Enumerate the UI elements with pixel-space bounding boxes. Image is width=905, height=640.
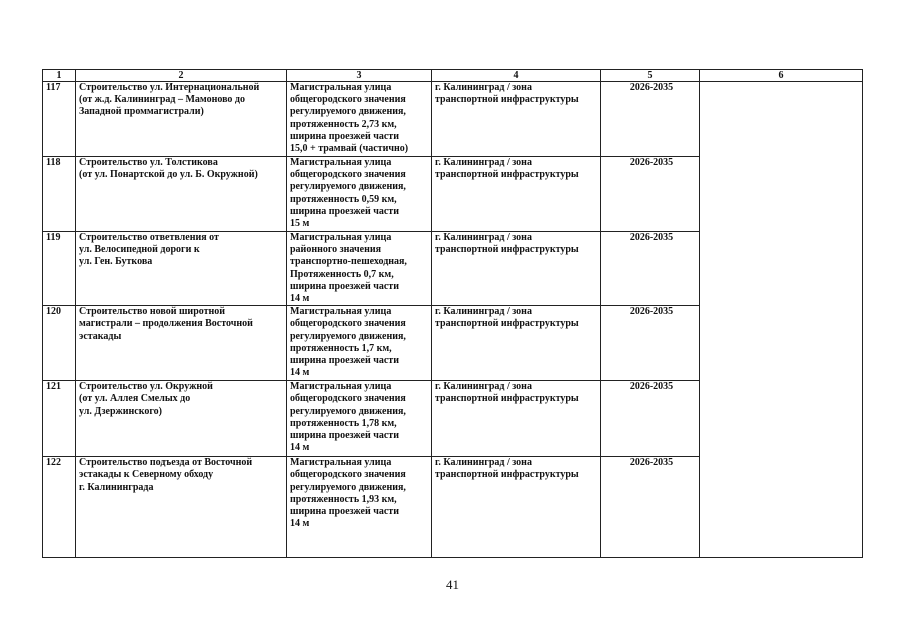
project-name-line: (от ул. Аллея Смелых до	[79, 393, 191, 405]
project-location-line: г. Калининград / зона	[435, 157, 532, 168]
project-location-line: транспортной инфраструктуры	[435, 244, 579, 256]
project-description-line: 14 м	[290, 442, 310, 454]
project-description-line: регулируемого движения,	[290, 405, 406, 417]
project-description	[287, 232, 432, 306]
project-description	[287, 157, 432, 232]
project-description-line: протяженность 1,93 км,	[290, 493, 397, 505]
project-description-line: 14 м	[290, 293, 310, 305]
project-location-line: г. Калининград / зона	[435, 306, 532, 318]
project-period: 2026-2035	[601, 381, 700, 457]
project-location-line: транспортной инфраструктуры	[435, 318, 579, 330]
project-location	[432, 457, 601, 558]
project-description-line: Магистральная улица	[290, 457, 392, 469]
table-header-row	[43, 70, 863, 82]
header-col-4: 4	[432, 70, 601, 82]
project-description-line: протяженность 1,78 км,	[290, 417, 397, 429]
project-name	[76, 381, 287, 457]
page-number: 41	[446, 577, 459, 592]
project-description-line: общегородского значения	[290, 318, 406, 330]
notes-cell	[700, 82, 863, 558]
project-name-line: Строительство ул. Интернациональной	[79, 82, 260, 93]
project-name-line: Строительство ответвления от	[79, 232, 219, 243]
project-location-line: транспортной инфраструктуры	[435, 169, 579, 181]
project-description-line: общегородского значения	[290, 169, 406, 181]
project-description-line: 14 м	[290, 367, 310, 379]
project-description-line: Протяженность 0,7 км,	[290, 268, 394, 280]
row-number: 121	[43, 381, 76, 457]
project-location-line: транспортной инфраструктуры	[435, 393, 579, 405]
project-name-line: магистрали – продолжения Восточной	[79, 318, 253, 330]
project-description-line: регулируемого движения,	[290, 106, 406, 118]
project-name	[76, 457, 287, 558]
row-number: 118	[43, 157, 76, 232]
header-col-3: 3	[287, 70, 432, 82]
project-period: 2026-2035	[601, 232, 700, 306]
project-location-line: г. Калининград / зона	[435, 232, 532, 243]
row-number: 120	[43, 306, 76, 381]
project-description-line: 15 м	[290, 218, 310, 230]
project-description-line: ширина проезжей части	[290, 205, 399, 217]
project-name-line: Западной проммагистрали)	[79, 106, 204, 118]
project-name-line: Строительство ул. Толстикова	[79, 157, 218, 168]
project-name-line: ул. Велосипедной дороги к	[79, 244, 200, 256]
project-description-line: общегородского значения	[290, 469, 406, 481]
project-description-line: общегородского значения	[290, 393, 406, 405]
project-description-line: ширина проезжей части	[290, 506, 399, 518]
project-description-line: ширина проезжей части	[290, 355, 399, 367]
project-description	[287, 306, 432, 381]
project-name-line: эстакады к Северному обходу	[79, 469, 214, 481]
project-description-line: общегородского значения	[290, 94, 406, 106]
project-location	[432, 306, 601, 381]
project-location-line: г. Калининград / зона	[435, 457, 532, 469]
project-name	[76, 82, 287, 157]
project-name-line: Строительство новой широтной	[79, 306, 226, 318]
project-description-line: ширина проезжей части	[290, 430, 399, 442]
project-name-line: (от ул. Понартской до ул. Б. Окружной)	[79, 169, 258, 181]
project-description-line: Магистральная улица	[290, 381, 392, 393]
project-name-line: Строительство ул. Окружной	[79, 381, 213, 393]
project-description-line: протяженность 0,59 км,	[290, 193, 397, 205]
project-description-line: регулируемого движения,	[290, 481, 406, 493]
project-location-line: транспортной инфраструктуры	[435, 94, 579, 106]
row-number: 117	[43, 82, 76, 157]
row-number: 122	[43, 457, 76, 558]
project-period: 2026-2035	[601, 82, 700, 157]
project-description	[287, 82, 432, 157]
project-description-line: ширина проезжей части	[290, 130, 399, 142]
project-name-line: г. Калининграда	[79, 481, 154, 493]
project-location	[432, 381, 601, 457]
project-description-line: регулируемого движения,	[290, 330, 406, 342]
project-location-line: транспортной инфраструктуры	[435, 469, 579, 481]
projects-table	[42, 69, 863, 558]
project-description-line: Магистральная улица	[290, 82, 392, 93]
header-col-5: 5	[601, 70, 700, 82]
project-description-line: протяженность 1,7 км,	[290, 342, 392, 354]
project-description-line: районного значения	[290, 244, 382, 256]
project-description-line: Магистральная улица	[290, 306, 392, 318]
project-description-line: Магистральная улица	[290, 157, 392, 168]
project-name-line: ул. Ген. Буткова	[79, 256, 153, 268]
header-col-6: 6	[700, 70, 863, 82]
project-name	[76, 232, 287, 306]
row-number: 119	[43, 232, 76, 306]
project-period: 2026-2035	[601, 457, 700, 558]
project-description	[287, 457, 432, 558]
project-description-line: 14 м	[290, 518, 310, 530]
project-description-line: 15,0 + трамвай (частично)	[290, 143, 409, 155]
project-description-line: Магистральная улица	[290, 232, 392, 243]
project-location	[432, 232, 601, 306]
project-location	[432, 82, 601, 157]
project-name-line: Строительство подъезда от Восточной	[79, 457, 253, 469]
project-name	[76, 157, 287, 232]
project-description-line: ширина проезжей части	[290, 280, 399, 292]
project-name-line: ул. Дзержинского)	[79, 405, 162, 417]
table-body	[43, 82, 863, 558]
project-location-line: г. Калининград / зона	[435, 381, 532, 393]
project-name	[76, 306, 287, 381]
header-col-2: 2	[76, 70, 287, 82]
header-col-1: 1	[43, 70, 76, 82]
table-row	[43, 82, 863, 157]
project-period: 2026-2035	[601, 157, 700, 232]
project-description-line: протяженность 2,73 км,	[290, 118, 397, 130]
project-period: 2026-2035	[601, 306, 700, 381]
project-description	[287, 381, 432, 457]
project-location	[432, 157, 601, 232]
project-description-line: регулируемого движения,	[290, 181, 406, 193]
project-name-line: эстакады	[79, 330, 122, 342]
project-description-line: транспортно-пешеходная,	[290, 256, 407, 268]
project-location-line: г. Калининград / зона	[435, 82, 532, 93]
project-name-line: (от ж.д. Калининград – Мамоново до	[79, 94, 245, 106]
